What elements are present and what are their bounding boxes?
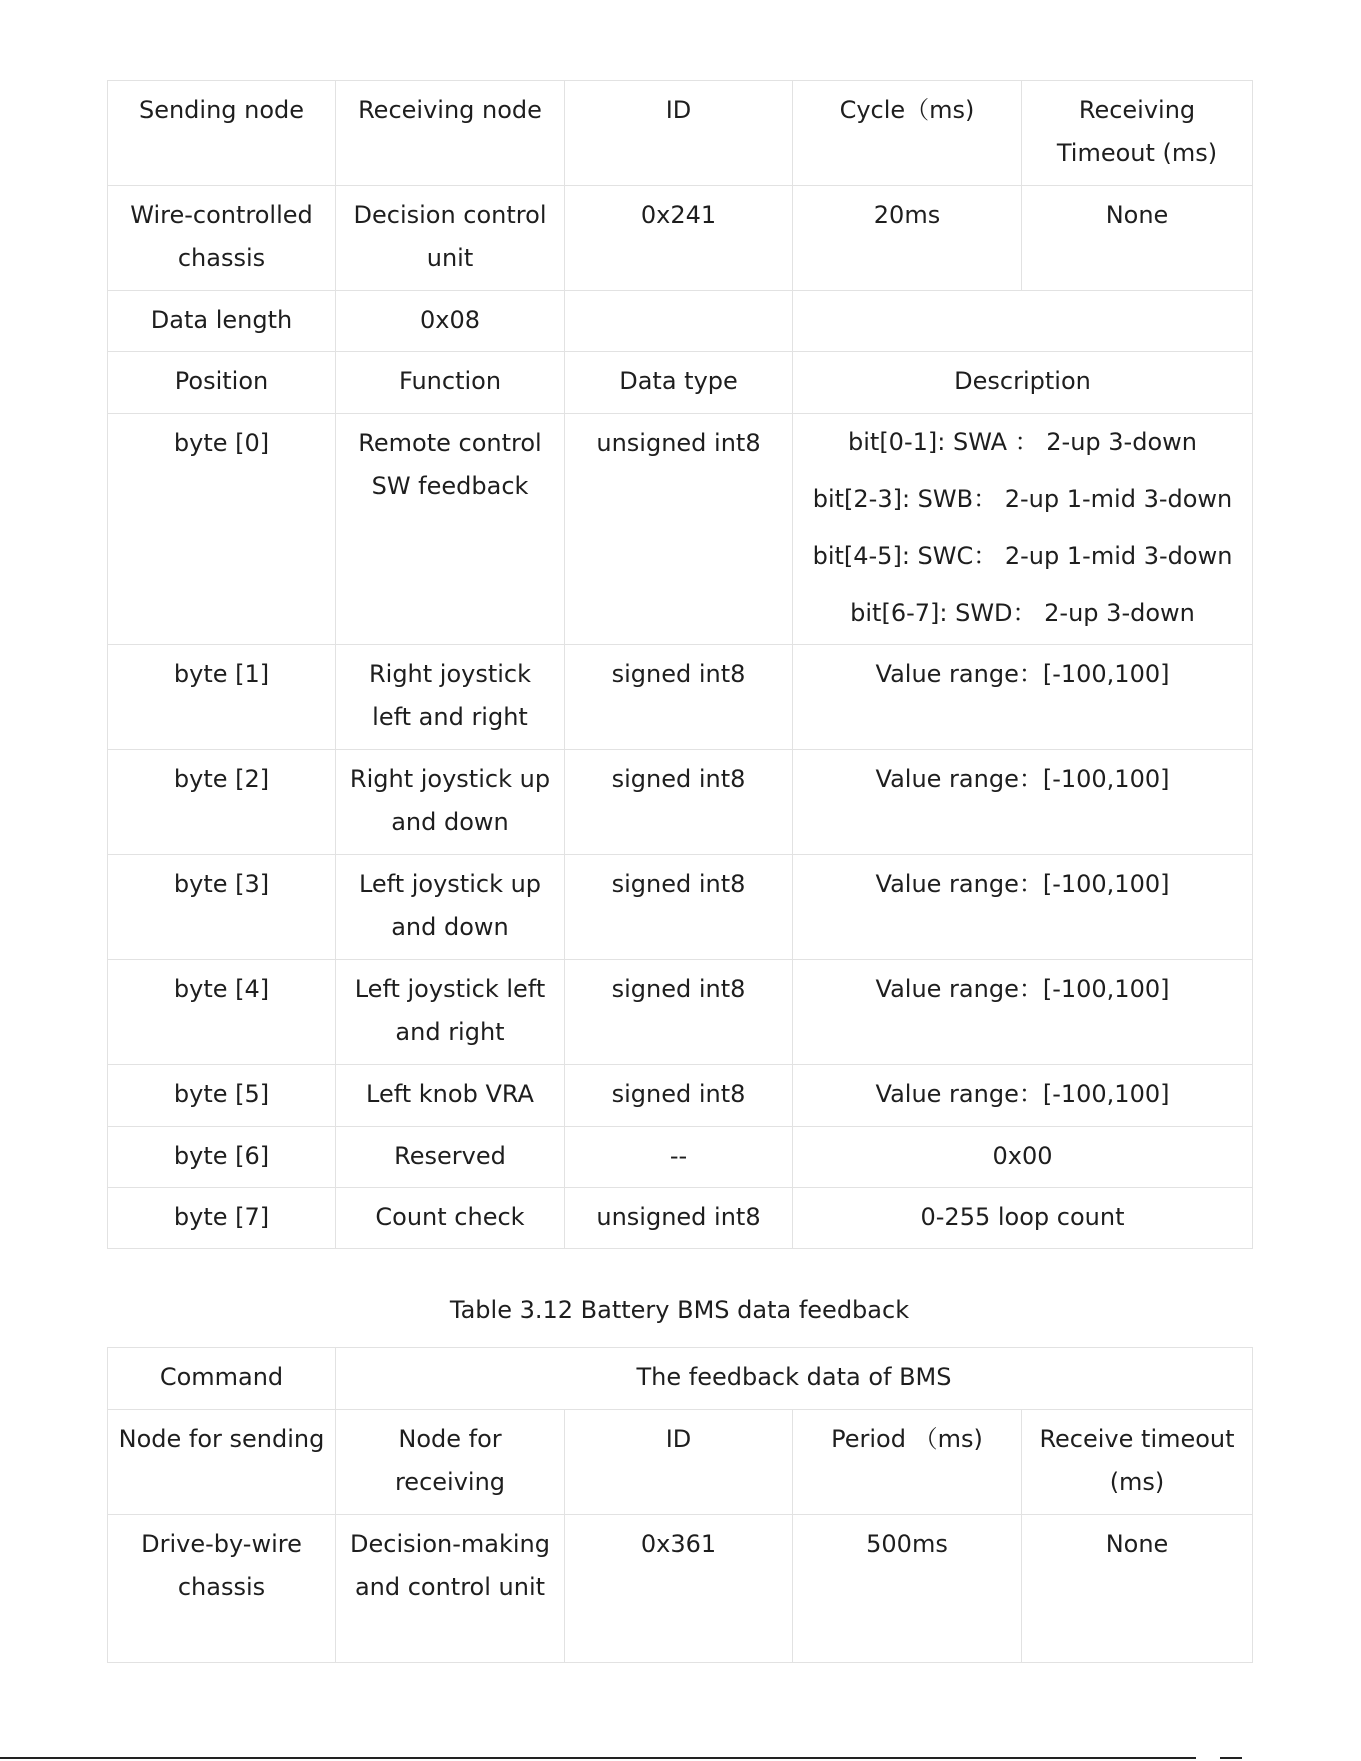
- header-node-sending: Node for sending: [108, 1410, 336, 1515]
- table-row: [108, 1127, 1253, 1188]
- data-type-cell: signed int8: [565, 855, 793, 960]
- can-frame-table-0x241: [107, 80, 1253, 1249]
- position-cell: byte [2]: [108, 750, 336, 855]
- function-cell: Count check: [336, 1188, 565, 1249]
- data-type-cell: signed int8: [565, 750, 793, 855]
- info-row: [108, 186, 1253, 291]
- cycle-value: 20ms: [793, 186, 1022, 291]
- header-receiving-node: Receiving node: [336, 81, 565, 186]
- data-type-cell: signed int8: [565, 645, 793, 750]
- header-id: ID: [565, 81, 793, 186]
- description-cell: 0-255 loop count: [793, 1188, 1253, 1249]
- description-cell: Value range：[-100,100]: [793, 855, 1253, 960]
- command-label: Command: [108, 1348, 336, 1410]
- table-row: [108, 1065, 1253, 1127]
- table-row: [108, 750, 1253, 855]
- header-cycle: Cycle（ms): [793, 81, 1022, 186]
- column-header-row: [108, 352, 1253, 414]
- description-line: bit[6-7]: SWD： 2-up 3-down: [850, 599, 1195, 627]
- header-period: Period （ms): [793, 1410, 1022, 1515]
- info-row: [108, 1515, 1253, 1663]
- period-value: 500ms: [793, 1515, 1022, 1663]
- description-cell: Value range：[-100,100]: [793, 750, 1253, 855]
- data-type-cell: signed int8: [565, 960, 793, 1065]
- header-row: [108, 81, 1253, 186]
- table-row: [108, 1188, 1253, 1249]
- col-function: Function: [336, 352, 565, 414]
- data-type-cell: --: [565, 1127, 793, 1188]
- col-data-type: Data type: [565, 352, 793, 414]
- description-line: bit[4-5]: SWC： 2-up 1-mid 3-down: [812, 542, 1233, 570]
- footer-rule: [1220, 1757, 1242, 1759]
- header-timeout: Receiving Timeout (ms): [1022, 81, 1253, 186]
- table-row: [108, 960, 1253, 1065]
- header-timeout: Receive timeout (ms): [1022, 1410, 1253, 1515]
- col-position: Position: [108, 352, 336, 414]
- id-value: 0x361: [565, 1515, 793, 1663]
- receiving-node-value: Decision control unit: [336, 186, 565, 291]
- description-cell: 0x00: [793, 1127, 1253, 1188]
- position-cell: byte [3]: [108, 855, 336, 960]
- id-value: 0x241: [565, 186, 793, 291]
- data-type-cell: signed int8: [565, 1065, 793, 1127]
- position-cell: byte [5]: [108, 1065, 336, 1127]
- table-row: [108, 645, 1253, 750]
- header-id: ID: [565, 1410, 793, 1515]
- position-cell: byte [0]: [108, 414, 336, 645]
- timeout-value: None: [1022, 1515, 1253, 1663]
- function-cell: Right joystick left and right: [336, 645, 565, 750]
- description-line: bit[0-1]: SWA ： 2-up 3-down: [848, 428, 1197, 456]
- empty-cell: [565, 291, 793, 352]
- command-row: [108, 1348, 1253, 1410]
- data-length-label: Data length: [108, 291, 336, 352]
- bms-feedback-table: [107, 1347, 1253, 1663]
- position-cell: byte [7]: [108, 1188, 336, 1249]
- table-row: [108, 855, 1253, 960]
- function-cell: Remote control SW feedback: [336, 414, 565, 645]
- data-type-cell: unsigned int8: [565, 414, 793, 645]
- sending-node-value: Wire-controlled chassis: [108, 186, 336, 291]
- data-type-cell: unsigned int8: [565, 1188, 793, 1249]
- timeout-value: None: [1022, 186, 1253, 291]
- table-row: [108, 414, 1253, 645]
- function-cell: Left joystick left and right: [336, 960, 565, 1065]
- function-cell: Left joystick up and down: [336, 855, 565, 960]
- empty-cell: [793, 291, 1253, 352]
- position-cell: byte [1]: [108, 645, 336, 750]
- data-length-row: [108, 291, 1253, 352]
- table-caption: Table 3.12 Battery BMS data feedback: [449, 1296, 910, 1324]
- function-cell: Reserved: [336, 1127, 565, 1188]
- receiving-node-value: Decision-making and control unit: [336, 1515, 565, 1663]
- col-description: Description: [793, 352, 1253, 414]
- function-cell: Left knob VRA: [336, 1065, 565, 1127]
- command-value: The feedback data of BMS: [336, 1348, 1253, 1410]
- footer-rule: [0, 1757, 1196, 1759]
- description-cell: Value range：[-100,100]: [793, 960, 1253, 1065]
- data-length-value: 0x08: [336, 291, 565, 352]
- header-sending-node: Sending node: [108, 81, 336, 186]
- header-node-receiving: Node for receiving: [336, 1410, 565, 1515]
- sending-node-value: Drive-by-wire chassis: [108, 1515, 336, 1663]
- function-cell: Right joystick up and down: [336, 750, 565, 855]
- description-line: bit[2-3]: SWB： 2-up 1-mid 3-down: [812, 485, 1233, 513]
- position-cell: byte [4]: [108, 960, 336, 1065]
- description-cell: Value range：[-100,100]: [793, 1065, 1253, 1127]
- description-cell: [793, 414, 1253, 645]
- description-cell: Value range：[-100,100]: [793, 645, 1253, 750]
- position-cell: byte [6]: [108, 1127, 336, 1188]
- header-row: [108, 1410, 1253, 1515]
